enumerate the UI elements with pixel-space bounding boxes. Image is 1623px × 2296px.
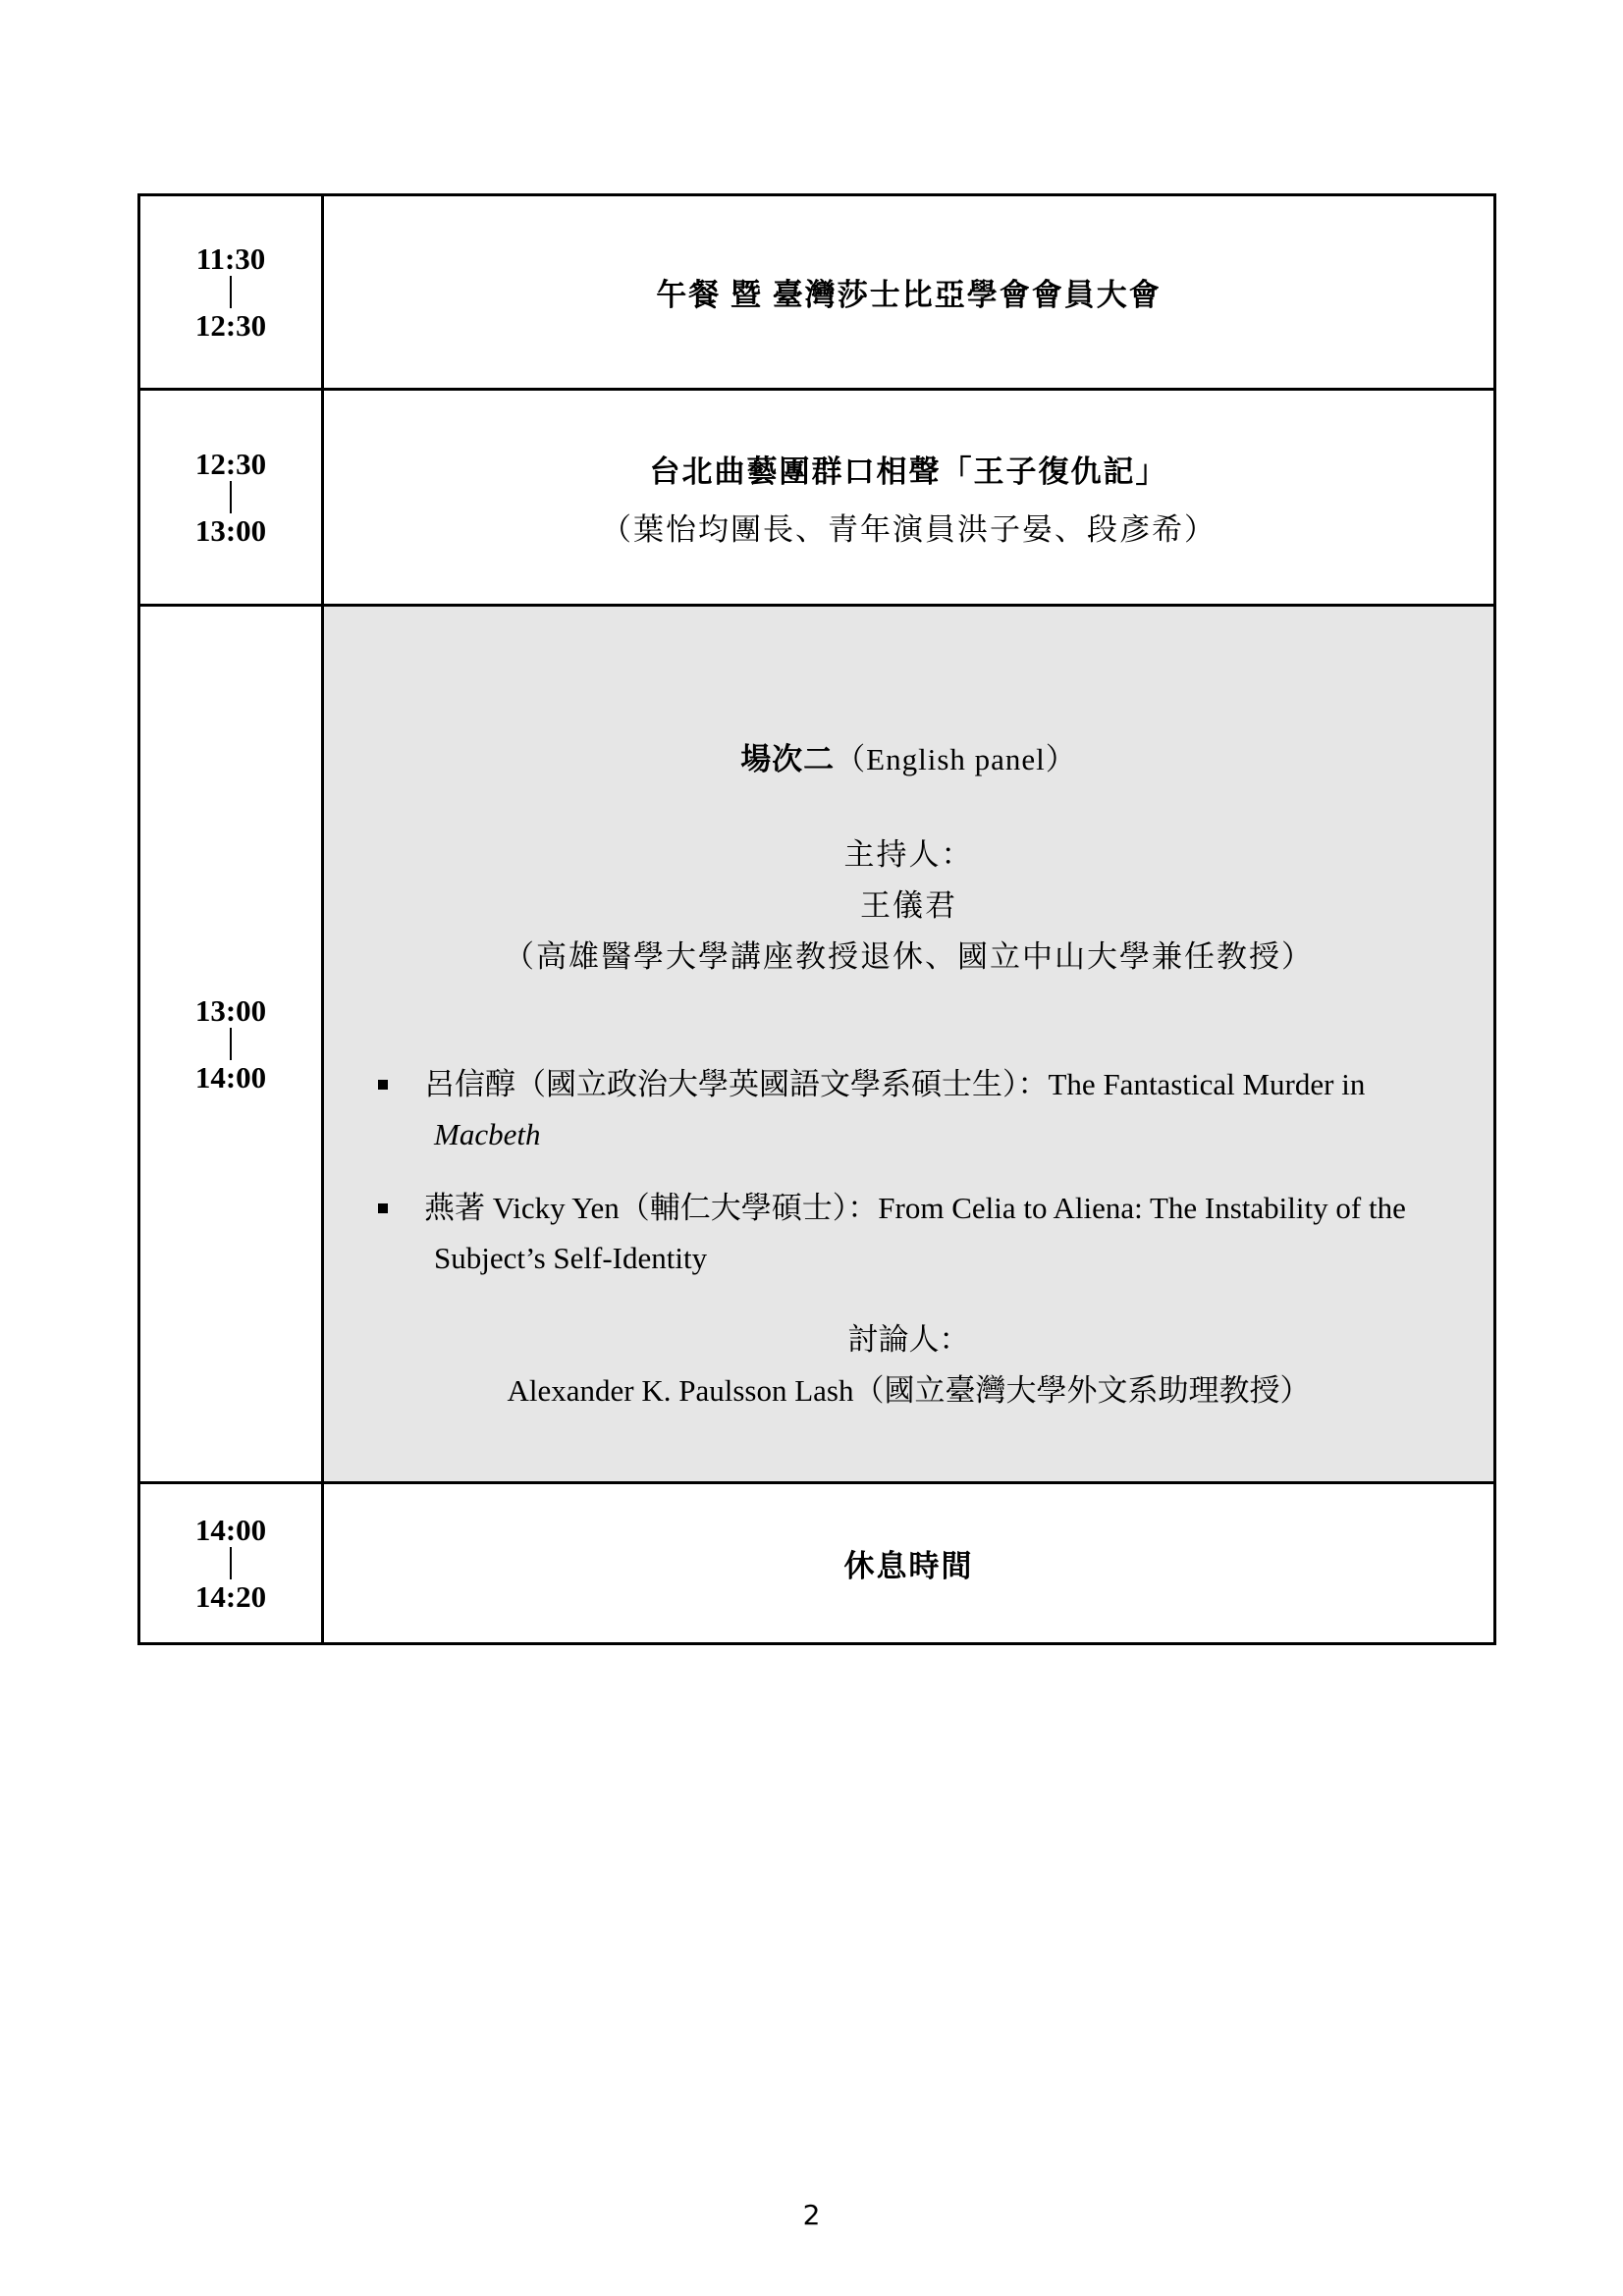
start-time: 12:30 <box>194 446 267 481</box>
discussant-name: Alexander K. Paulsson Lash（國立臺灣大學外文系助理教授） <box>507 1372 1311 1408</box>
time-cell <box>139 1483 323 1644</box>
moderator-name: 王儀君 <box>860 887 957 923</box>
schedule-row-break <box>139 1483 1495 1644</box>
paper-presenter-title: 燕著 Vicky Yen（輔仁大學碩士）：From Celia to Aliena: The Instability of the <box>424 1190 1406 1225</box>
discussant-label: 討論人： <box>847 1321 970 1357</box>
paper-item <box>378 1183 1488 1283</box>
paper-presenter-title: 呂信醇（國立政治大學英國語文學系碩士生）：The Fantastical Murder in <box>424 1066 1366 1101</box>
session-title: 台北曲藝團群口相聲「王子復仇記」 <box>649 454 1168 489</box>
panel-title-en: （English panel） <box>835 741 1077 776</box>
end-time: 12:30 <box>194 307 267 343</box>
time-separator <box>230 276 232 308</box>
time-cell <box>139 195 323 390</box>
paper-title-continuation: Macbeth <box>434 1116 541 1151</box>
start-time: 11:30 <box>195 240 266 276</box>
time-cell <box>139 390 323 606</box>
schedule-table <box>137 193 1496 1645</box>
panel-title-zh: 場次二 <box>740 741 836 776</box>
schedule-row-panel <box>139 606 1495 1483</box>
end-time: 14:00 <box>194 1059 267 1095</box>
time-separator <box>230 1547 232 1579</box>
paper-title-continuation: Subject’s Self-Identity <box>434 1240 708 1275</box>
start-time: 14:00 <box>194 1512 267 1547</box>
paper-list <box>324 1059 1493 1283</box>
paper-item <box>378 1059 1488 1159</box>
end-time: 13:00 <box>194 512 267 548</box>
time-separator <box>230 481 232 513</box>
time-cell <box>139 606 323 1483</box>
session-subtitle: （葉怡均團長、青年演員洪子晏、段彥希） <box>601 511 1217 547</box>
content-cell <box>323 390 1495 606</box>
end-time: 14:20 <box>194 1578 267 1614</box>
panel-title <box>324 734 1493 778</box>
moderator-label: 主持人： <box>843 836 974 872</box>
session-title: 午餐 暨 臺灣莎士比亞學會會員大會 <box>656 278 1162 312</box>
discussant-block <box>324 1314 1493 1416</box>
square-bullet-icon <box>378 1203 388 1213</box>
moderator-affiliation: （高雄醫學大學講座教授退休、國立中山大學兼任教授） <box>504 938 1314 974</box>
schedule-row-lunch <box>139 195 1495 390</box>
session-title: 休息時間 <box>843 1549 974 1583</box>
panel-cell <box>323 606 1495 1483</box>
content-cell <box>323 195 1495 390</box>
moderator-block <box>324 829 1493 983</box>
square-bullet-icon <box>378 1080 388 1090</box>
page-number: 2 <box>802 2199 821 2231</box>
start-time: 13:00 <box>194 992 267 1028</box>
schedule-row-performance <box>139 390 1495 606</box>
content-cell <box>323 1483 1495 1644</box>
time-separator <box>230 1028 232 1060</box>
